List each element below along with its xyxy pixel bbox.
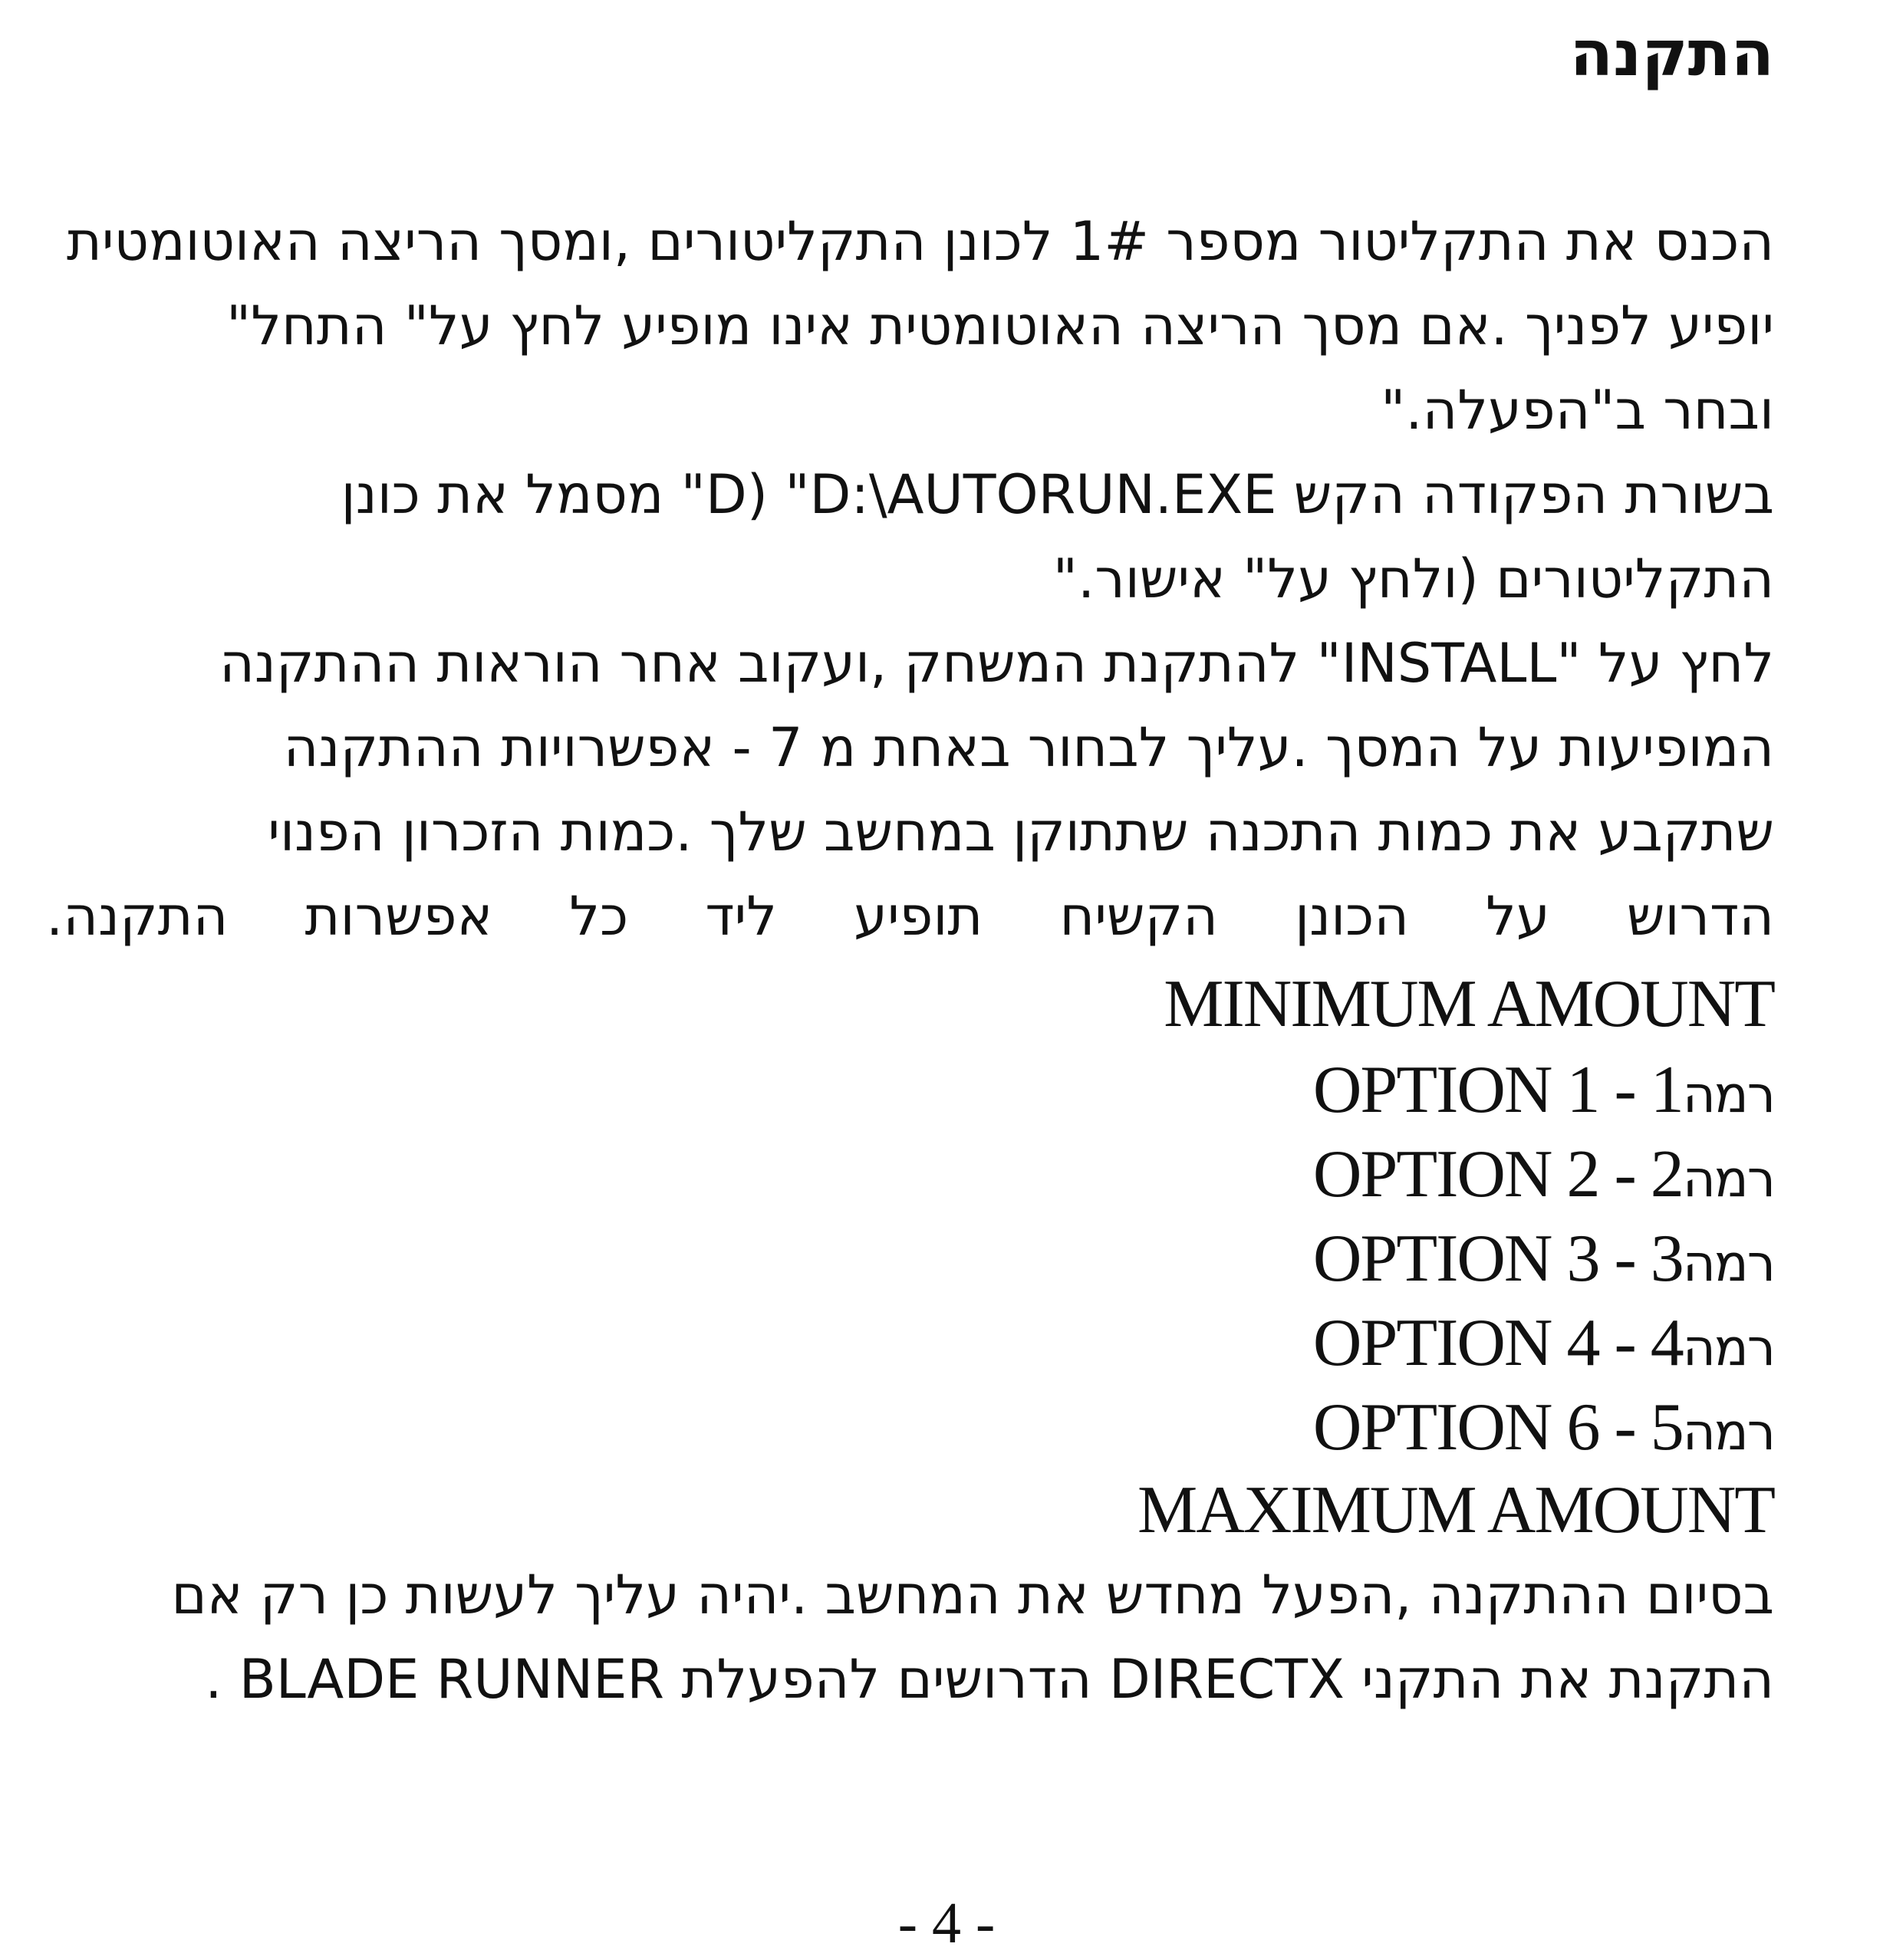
option-text: 2 - OPTION 2	[1312, 1137, 1683, 1212]
option-level-label: רמה	[1682, 1065, 1774, 1124]
option-text: 5 - OPTION 6	[1312, 1390, 1683, 1465]
closing-line: בסיום ההתקנה ,הפעל מחדש את המחשב .יהיה עליך לעשות כן רק אם	[171, 1564, 1774, 1626]
option-text: 4 - OPTION 4	[1312, 1306, 1683, 1380]
option-level-label: רמה	[1682, 1149, 1774, 1209]
paragraph-line: הדרוש על הכונן הקשיח תופיע ליד כל אפשרות התקנה.	[46, 885, 1774, 948]
paragraph-line: יופיע לפניך .אם מסך הריצה האוטומטית אינו מופיע לחץ על" התחל"	[226, 294, 1774, 357]
option-level-label: רמה	[1682, 1403, 1774, 1462]
install-option	[1313, 1215, 1774, 1300]
page-number: - 4 -	[897, 1891, 996, 1955]
option-level-label: רמה	[1682, 1318, 1774, 1377]
paragraph-line: המופיעות על המסך .עליך לבחור באחת מ 7 - אפשרויות ההתקנה	[283, 716, 1774, 779]
maximum-amount-label: MAXIMUM AMOUNT	[1137, 1473, 1774, 1547]
install-option	[1313, 1131, 1774, 1215]
closing-line: התקנת את התקני DIRECTX הדרושים להפעלת BLADE RUNNER .	[205, 1648, 1774, 1711]
page-title: התקנה	[1569, 18, 1774, 90]
option-text: 3 - OPTION 3	[1312, 1222, 1683, 1296]
paragraph-line: התקליטורים (ולחץ על" אישור."	[1052, 548, 1774, 610]
paragraph-line: ובחר ב"הפעלה."	[1381, 379, 1774, 442]
paragraph-line: שתקבע את כמות התכנה שתתוקן במחשב שלך .כמות הזכרון הפנוי	[268, 801, 1774, 863]
paragraph-line: בשורת הפקודה הקש D) "D:\AUTORUN.EXE" מסמל את כונן	[341, 463, 1774, 526]
option-level-label: רמה	[1682, 1234, 1774, 1293]
option-text: 1 - OPTION 1	[1312, 1053, 1683, 1127]
install-option	[1313, 1384, 1774, 1468]
paragraph-line: לחץ על "INSTALL" להתקנת המשחק ,ועקוב אחר הוראות ההתקנה	[219, 632, 1774, 695]
install-option	[1313, 1300, 1774, 1384]
paragraph-line: הכנס את התקליטור מספר 1# לכונן התקליטורים ,ומסך הריצה האוטומטית	[66, 210, 1774, 273]
install-option	[1313, 1047, 1774, 1131]
minimum-amount-label: MINIMUM AMOUNT	[1164, 967, 1774, 1041]
